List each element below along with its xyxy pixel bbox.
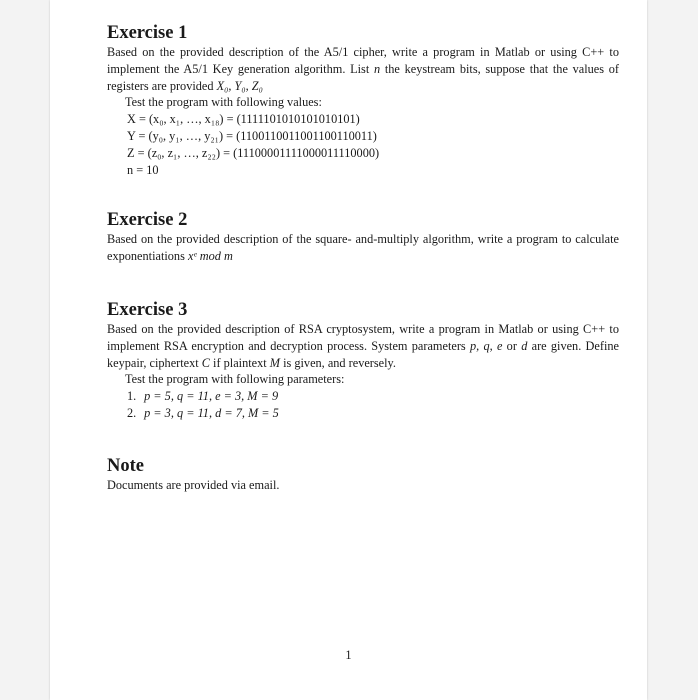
- note-paragraph: Documents are provided via email.: [107, 478, 280, 492]
- exercise-3-paragraph: Based on the provided description of RSA cryptosystem, write a program in Matlab or using C++ to implement RSA encryption and decryption process. System parameters p, q, e or d are given. Define keypair, ciphertext C if plaintext M is given, and reversely.: [107, 322, 619, 370]
- equation-z: Z = (z₀, z₁, …, z₂₂) = (11100001111000011110000): [127, 145, 380, 160]
- exercise-3-test-line: Test the program with following parameters:: [125, 372, 345, 387]
- exercise-3-section: [107, 299, 619, 422]
- document-page: [50, 0, 647, 700]
- page-number: 1: [345, 648, 352, 662]
- note-section: [107, 455, 279, 494]
- note-heading: Note: [107, 456, 144, 476]
- equation-y: Y = (y₀, y₁, …, y₂₁) = (1100110011001100110011): [127, 128, 377, 143]
- equation-x: X = (x₀, x₁, …, x₁₈) = (1111101010101010101): [127, 112, 360, 127]
- equation-n: n = 10: [127, 162, 159, 177]
- exercise-2-section: [107, 209, 619, 265]
- list-item: 1. p = 5, q = 11, e = 3, M = 9: [127, 389, 279, 404]
- exercise-1-test-line: Test the program with following values:: [125, 95, 322, 110]
- exercise-1-section: [107, 22, 619, 178]
- exercise-1-paragraph: Based on the provided description of the A5/1 cipher, write a program in Matlab or using C++ to implement the A5/1 Key generation algorithm. List n the keystream bits, suppose that the values of registers are provided X₀, Y₀, Z₀: [107, 45, 620, 93]
- exercise-2-paragraph: Based on the provided description of the square- and-multiply algorithm, write a program to calculate exponentiations xᵉ mod m: [107, 232, 619, 263]
- exercise-2-heading: Exercise 2: [107, 210, 188, 230]
- exercise-3-heading: Exercise 3: [107, 300, 188, 320]
- list-item: 2. p = 3, q = 11, d = 7, M = 5: [127, 405, 279, 420]
- exercise-1-heading: Exercise 1: [107, 23, 188, 43]
